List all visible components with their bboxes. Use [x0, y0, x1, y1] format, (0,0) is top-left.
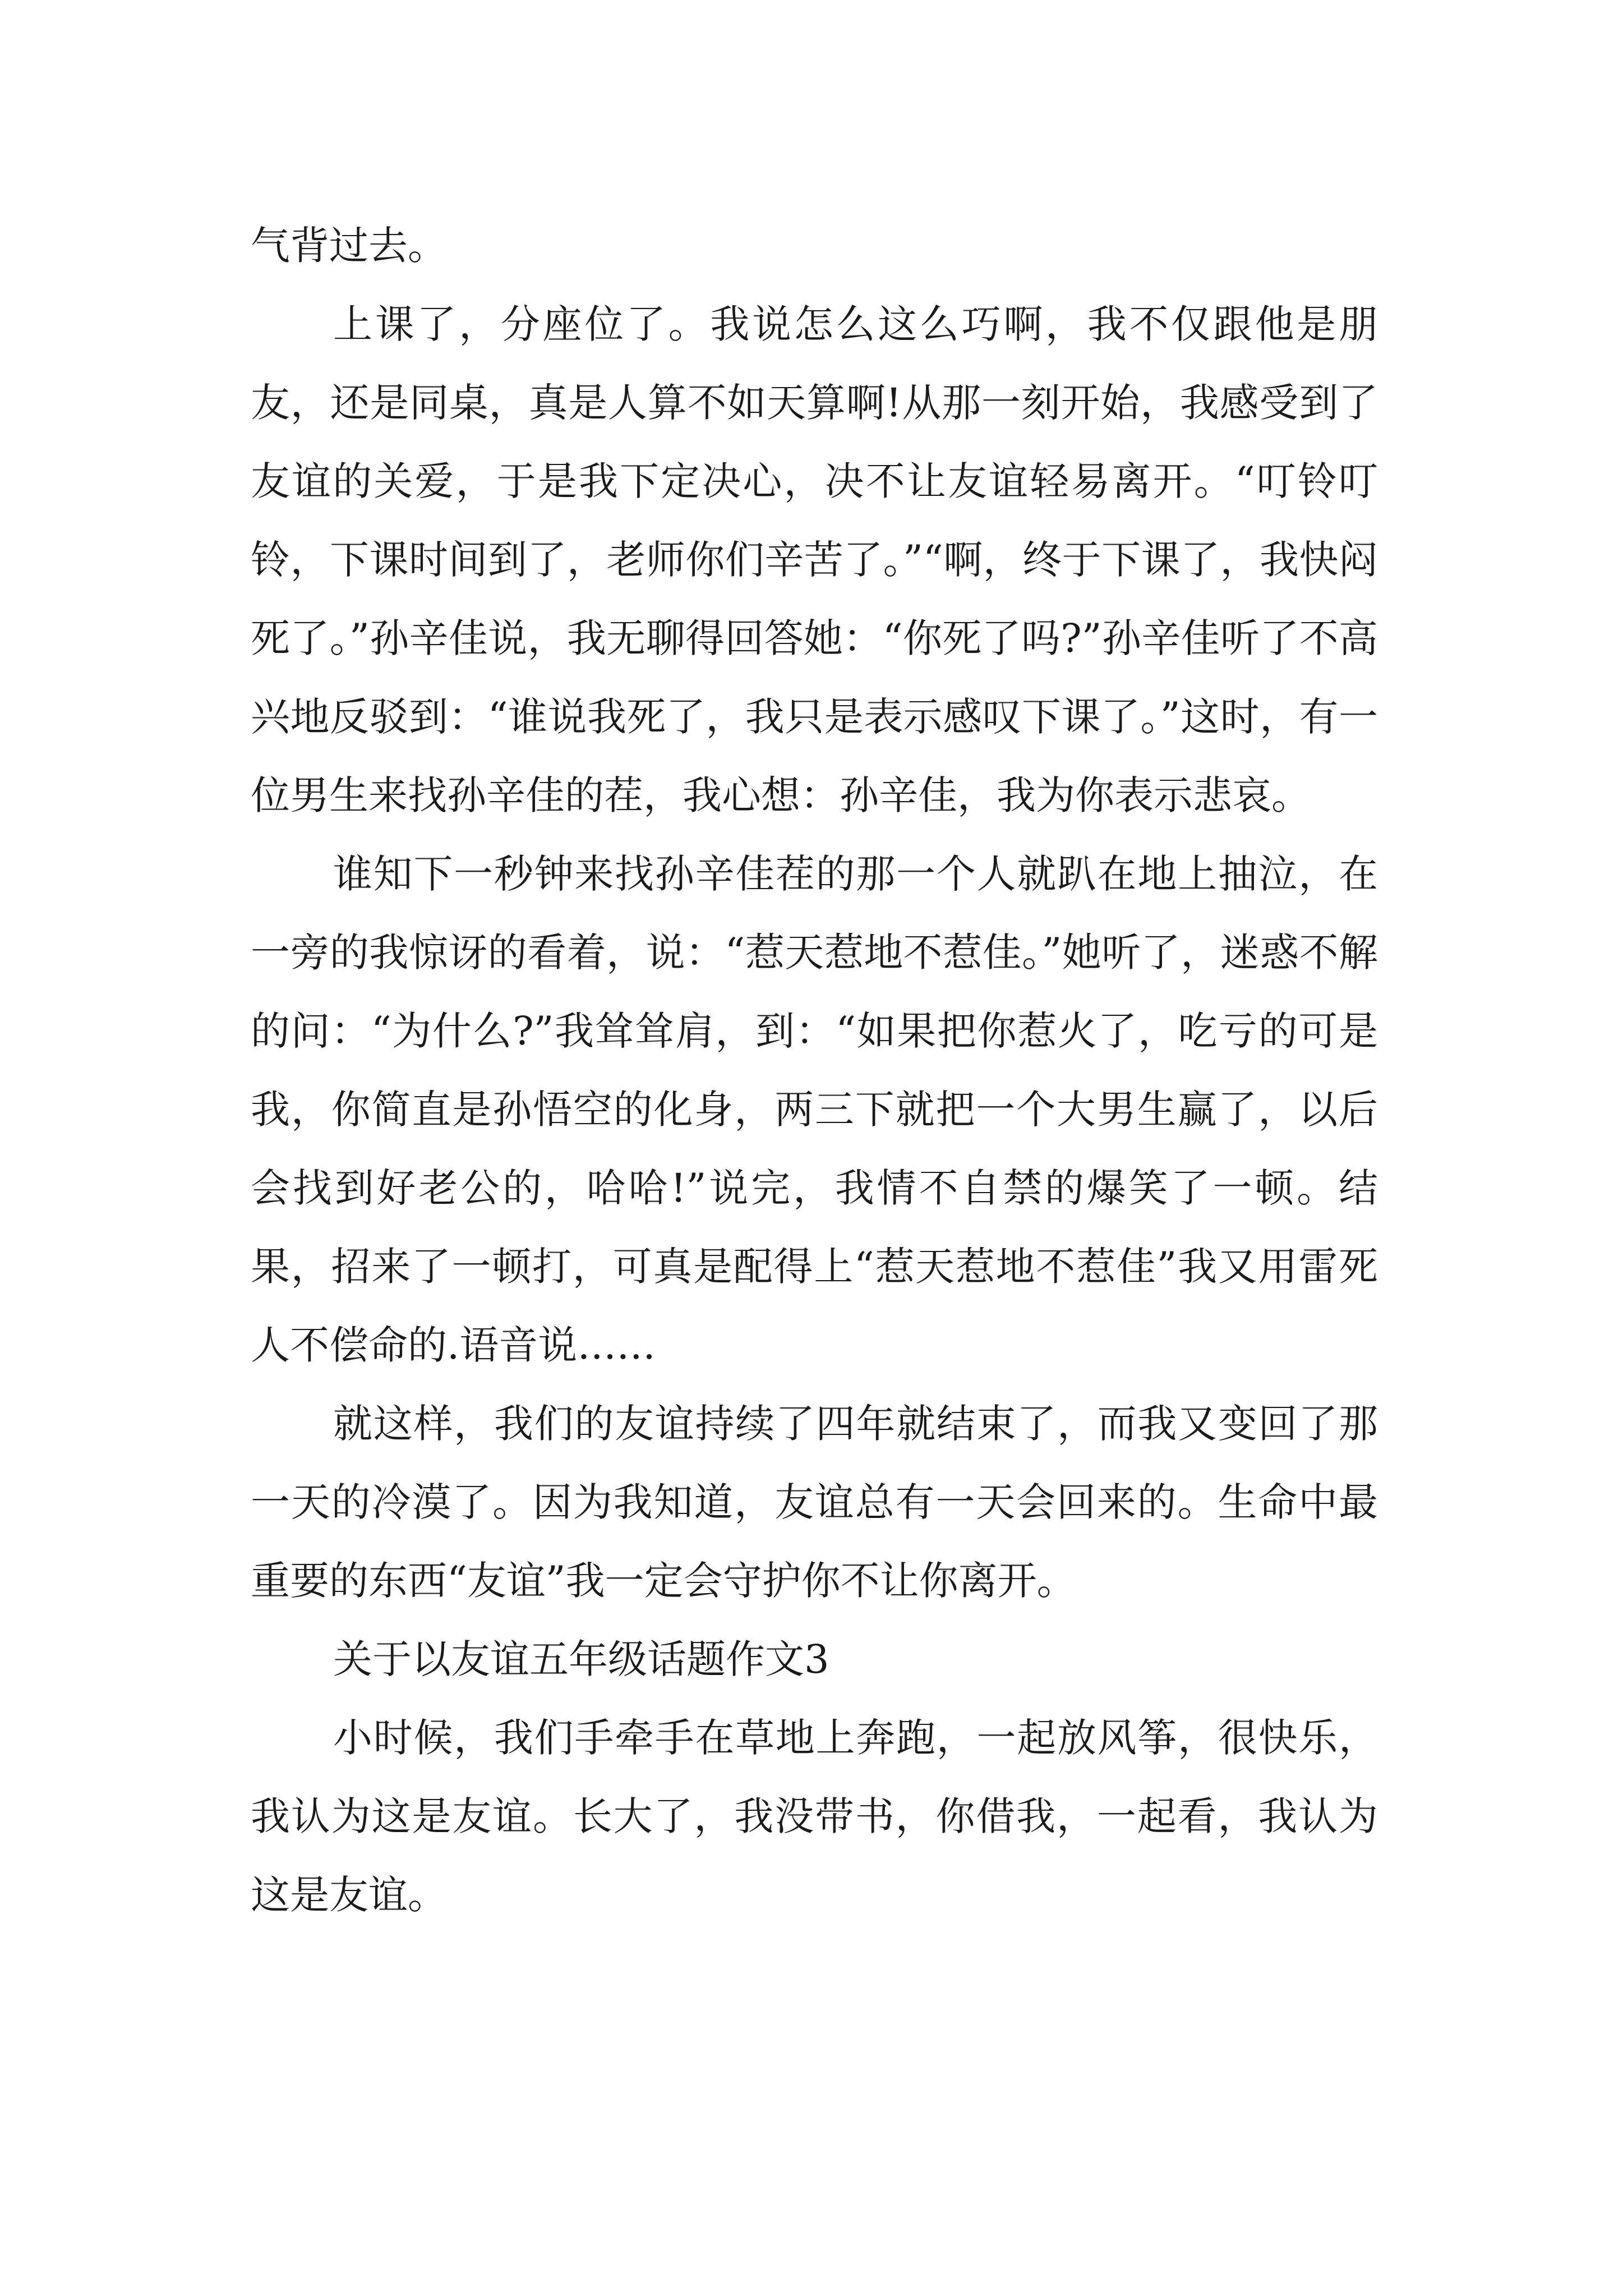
- paragraph-continuation: 气背过去。: [251, 223, 447, 269]
- essay-title: 关于以友谊五年级话题作文3: [333, 1636, 829, 1682]
- document-body: [251, 206, 1378, 1934]
- paragraph-friendship-end: 就这样，我们的友谊持续了四年就结束了，而我又变回了那一天的冷漠了。因为我知道，友谊总有一天会回来的。生命中最重要的东西“友谊”我一定会守护你不让你离开。: [251, 1401, 1378, 1604]
- paragraph-sun-xinjia: 谁知下一秒钟来找孙辛佳茬的那一个人就趴在地上抽泣，在一旁的我惊讶的看着，说：“惹天惹地不惹佳。”她听了，迷惑不解的问：“为什么?”我耸耸肩，到：“如果把你惹火了，吃亏的可是我，你简直是孙悟空的化身，两三下就把一个大男生赢了，以后会找到好老公的，哈哈!”说完，我情不自禁的爆笑了一顿。结果，招来了一顿打，可真是配得上“惹天惹地不惹佳”我又用雷死人不偿命的.语音说……: [251, 851, 1378, 1368]
- paragraph-childhood: 小时候，我们手牵手在草地上奔跑，一起放风筝，很快乐，我认为这是友谊。长大了，我没带书，你借我，一起看，我认为这是友谊。: [251, 1715, 1378, 1918]
- paragraph-classroom: 上课了，分座位了。我说怎么这么巧啊，我不仅跟他是朋友，还是同桌，真是人算不如天算啊!从那一刻开始，我感受到了友谊的关爱，于是我下定决心，决不让友谊轻易离开。“叮铃叮铃，下课时间到了，老师你们辛苦了。”“啊，终于下课了，我快闷死了。”孙辛佳说，我无聊得回答她：“你死了吗?”孙辛佳听了不高兴地反驳到：“谁说我死了，我只是表示感叹下课了。”这时，有一位男生来找孙辛佳的茬，我心想：孙辛佳，我为你表示悲哀。: [251, 301, 1378, 818]
